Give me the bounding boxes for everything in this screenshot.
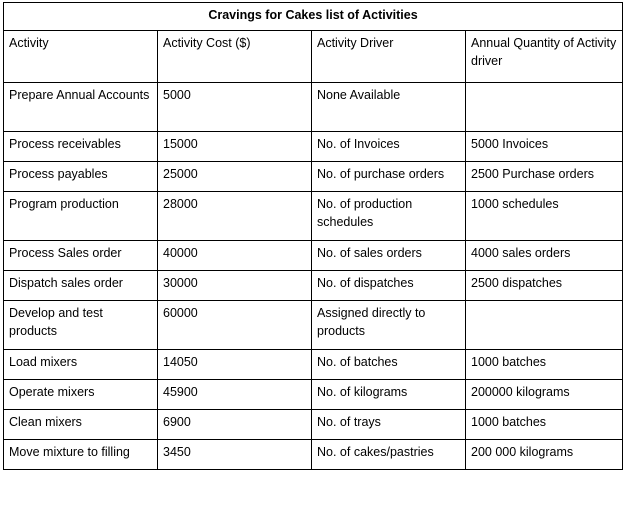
cell-annual-quantity: 2500 Purchase orders — [466, 162, 623, 192]
cell-activity-driver: No. of batches — [312, 350, 466, 380]
cell-activity: Process payables — [4, 162, 158, 192]
cell-annual-quantity — [466, 83, 623, 132]
cell-annual-quantity: 1000 batches — [466, 350, 623, 380]
table-row — [4, 192, 623, 241]
cell-activity: Clean mixers — [4, 410, 158, 440]
header-activity: Activity — [4, 31, 158, 83]
table-row — [4, 301, 623, 350]
header-activity-driver: Activity Driver — [312, 31, 466, 83]
table-row — [4, 132, 623, 162]
table-row — [4, 241, 623, 271]
cell-annual-quantity: 200 000 kilograms — [466, 440, 623, 470]
cell-annual-quantity — [466, 301, 623, 350]
cell-annual-quantity: 200000 kilograms — [466, 380, 623, 410]
cell-activity: Prepare Annual Accounts — [4, 83, 158, 132]
header-annual-quantity: Annual Quantity of Activity driver — [466, 31, 623, 83]
cell-activity-cost: 6900 — [158, 410, 312, 440]
cell-annual-quantity: 1000 schedules — [466, 192, 623, 241]
table-row — [4, 83, 623, 132]
cell-activity: Develop and test products — [4, 301, 158, 350]
cell-activity-cost: 60000 — [158, 301, 312, 350]
table-title: Cravings for Cakes list of Activities — [4, 3, 623, 31]
cell-activity-cost: 40000 — [158, 241, 312, 271]
cell-activity-driver: No. of trays — [312, 410, 466, 440]
cell-activity-cost: 3450 — [158, 440, 312, 470]
cell-activity-driver: Assigned directly to products — [312, 301, 466, 350]
cell-activity-cost: 25000 — [158, 162, 312, 192]
cell-activity-cost: 45900 — [158, 380, 312, 410]
cell-activity: Operate mixers — [4, 380, 158, 410]
table-row — [4, 350, 623, 380]
cell-activity: Dispatch sales order — [4, 271, 158, 301]
cell-activity-driver: None Available — [312, 83, 466, 132]
cell-annual-quantity: 5000 Invoices — [466, 132, 623, 162]
cell-activity-driver: No. of production schedules — [312, 192, 466, 241]
cell-activity: Process Sales order — [4, 241, 158, 271]
cell-activity: Program production — [4, 192, 158, 241]
table-row — [4, 380, 623, 410]
cell-activity-driver: No. of dispatches — [312, 271, 466, 301]
activities-table — [3, 2, 623, 470]
cell-activity-driver: No. of cakes/pastries — [312, 440, 466, 470]
table-row — [4, 440, 623, 470]
cell-activity-cost: 5000 — [158, 83, 312, 132]
table-row — [4, 162, 623, 192]
cell-activity: Move mixture to filling — [4, 440, 158, 470]
cell-activity-cost: 30000 — [158, 271, 312, 301]
cell-annual-quantity: 1000 batches — [466, 410, 623, 440]
table-header-row — [4, 31, 623, 83]
table-row — [4, 271, 623, 301]
cell-annual-quantity: 4000 sales orders — [466, 241, 623, 271]
cell-activity-cost: 14050 — [158, 350, 312, 380]
cell-activity-driver: No. of sales orders — [312, 241, 466, 271]
cell-activity-cost: 15000 — [158, 132, 312, 162]
table-row — [4, 410, 623, 440]
header-activity-cost: Activity Cost ($) — [158, 31, 312, 83]
cell-activity: Load mixers — [4, 350, 158, 380]
cell-activity-driver: No. of purchase orders — [312, 162, 466, 192]
cell-activity: Process receivables — [4, 132, 158, 162]
cell-activity-driver: No. of Invoices — [312, 132, 466, 162]
table-body — [4, 83, 623, 470]
cell-activity-cost: 28000 — [158, 192, 312, 241]
cell-annual-quantity: 2500 dispatches — [466, 271, 623, 301]
table-title-row — [4, 3, 623, 31]
cell-activity-driver: No. of kilograms — [312, 380, 466, 410]
